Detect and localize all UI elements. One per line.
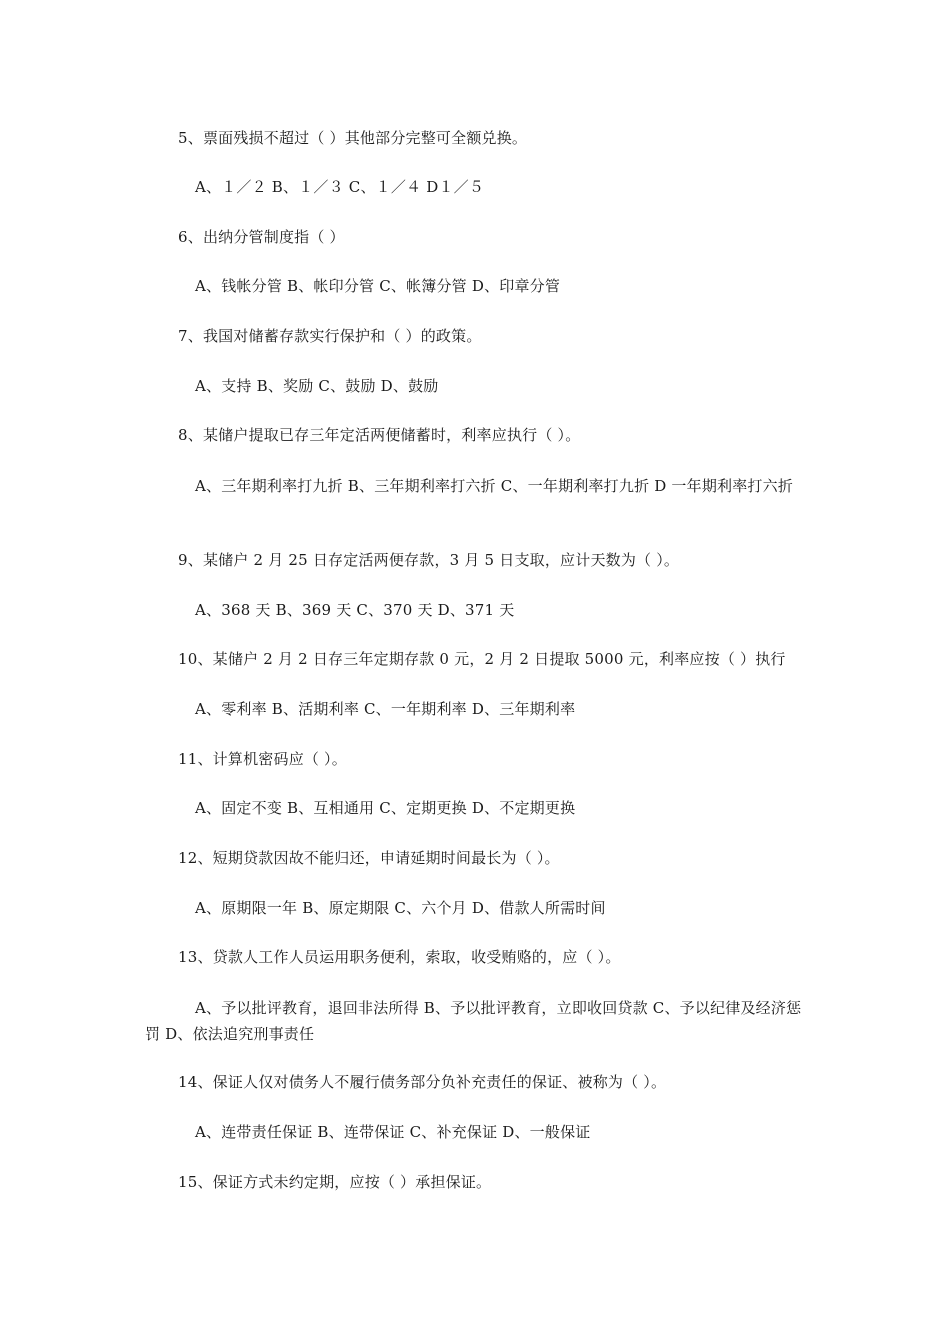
- question-8-options: A、三年期利率打九折 B、三年期利率打六折 C、一年期利率打九折 D 一年期利率打六折: [195, 477, 794, 495]
- question-11: 11、计算机密码应（ ）。: [178, 750, 347, 768]
- question-5: 5、票面残损不超过（ ）其他部分完整可全额兑换。: [178, 129, 528, 147]
- question-9-options: A、368 天 B、369 天 C、370 天 D、371 天: [195, 601, 515, 619]
- question-7: 7、我国对储蓄存款实行保护和（ ）的政策。: [178, 327, 482, 345]
- question-6-options: A、钱帐分管 B、帐印分管 C、帐簿分管 D、印章分管: [195, 277, 561, 295]
- question-8: 8、某储户提取已存三年定活两便储蓄时，利率应执行（ ）。: [178, 426, 581, 444]
- question-9: 9、某储户 2 月 25 日存定活两便存款，3 月 5 日支取，应计天数为（ ）。: [178, 551, 680, 569]
- question-14-options: A、连带责任保证 B、连带保证 C、补充保证 D、一般保证: [195, 1123, 591, 1141]
- question-6: 6、出纳分管制度指（ ）: [178, 228, 345, 246]
- question-5-options: A、１／２ B、１／３ C、１／４ D１／５: [195, 178, 485, 196]
- question-15: 15、保证方式未约定期，应按（ ）承担保证。: [178, 1173, 492, 1191]
- question-13: 13、贷款人工作人员运用职务便利，索取，收受贿赂的，应（ ）。: [178, 948, 621, 966]
- question-7-options: A、支持 B、奖励 C、鼓励 D、鼓励: [195, 377, 439, 395]
- question-11-options: A、固定不变 B、互相通用 C、定期更换 D、不定期更换: [195, 799, 576, 817]
- question-12-options: A、原期限一年 B、原定期限 C、六个月 D、借款人所需时间: [195, 899, 606, 917]
- question-13-options: A、予以批评教育，退回非法所得 B、予以批评教育，立即收回贷款 C、予以纪律及经济惩罚 D、依法追究刑事责任: [145, 999, 802, 1043]
- question-12: 12、短期贷款因故不能归还，申请延期时间最长为（ ）。: [178, 849, 560, 867]
- question-14: 14、保证人仅对债务人不履行债务部分负补充责任的保证、被称为（ ）。: [178, 1073, 667, 1091]
- question-10-options: A、零利率 B、活期利率 C、一年期利率 D、三年期利率: [195, 700, 576, 718]
- question-10: 10、某储户 2 月 2 日存三年定期存款 0 元，2 月 2 日提取 5000 元，利率应按（ ）执行: [178, 650, 786, 668]
